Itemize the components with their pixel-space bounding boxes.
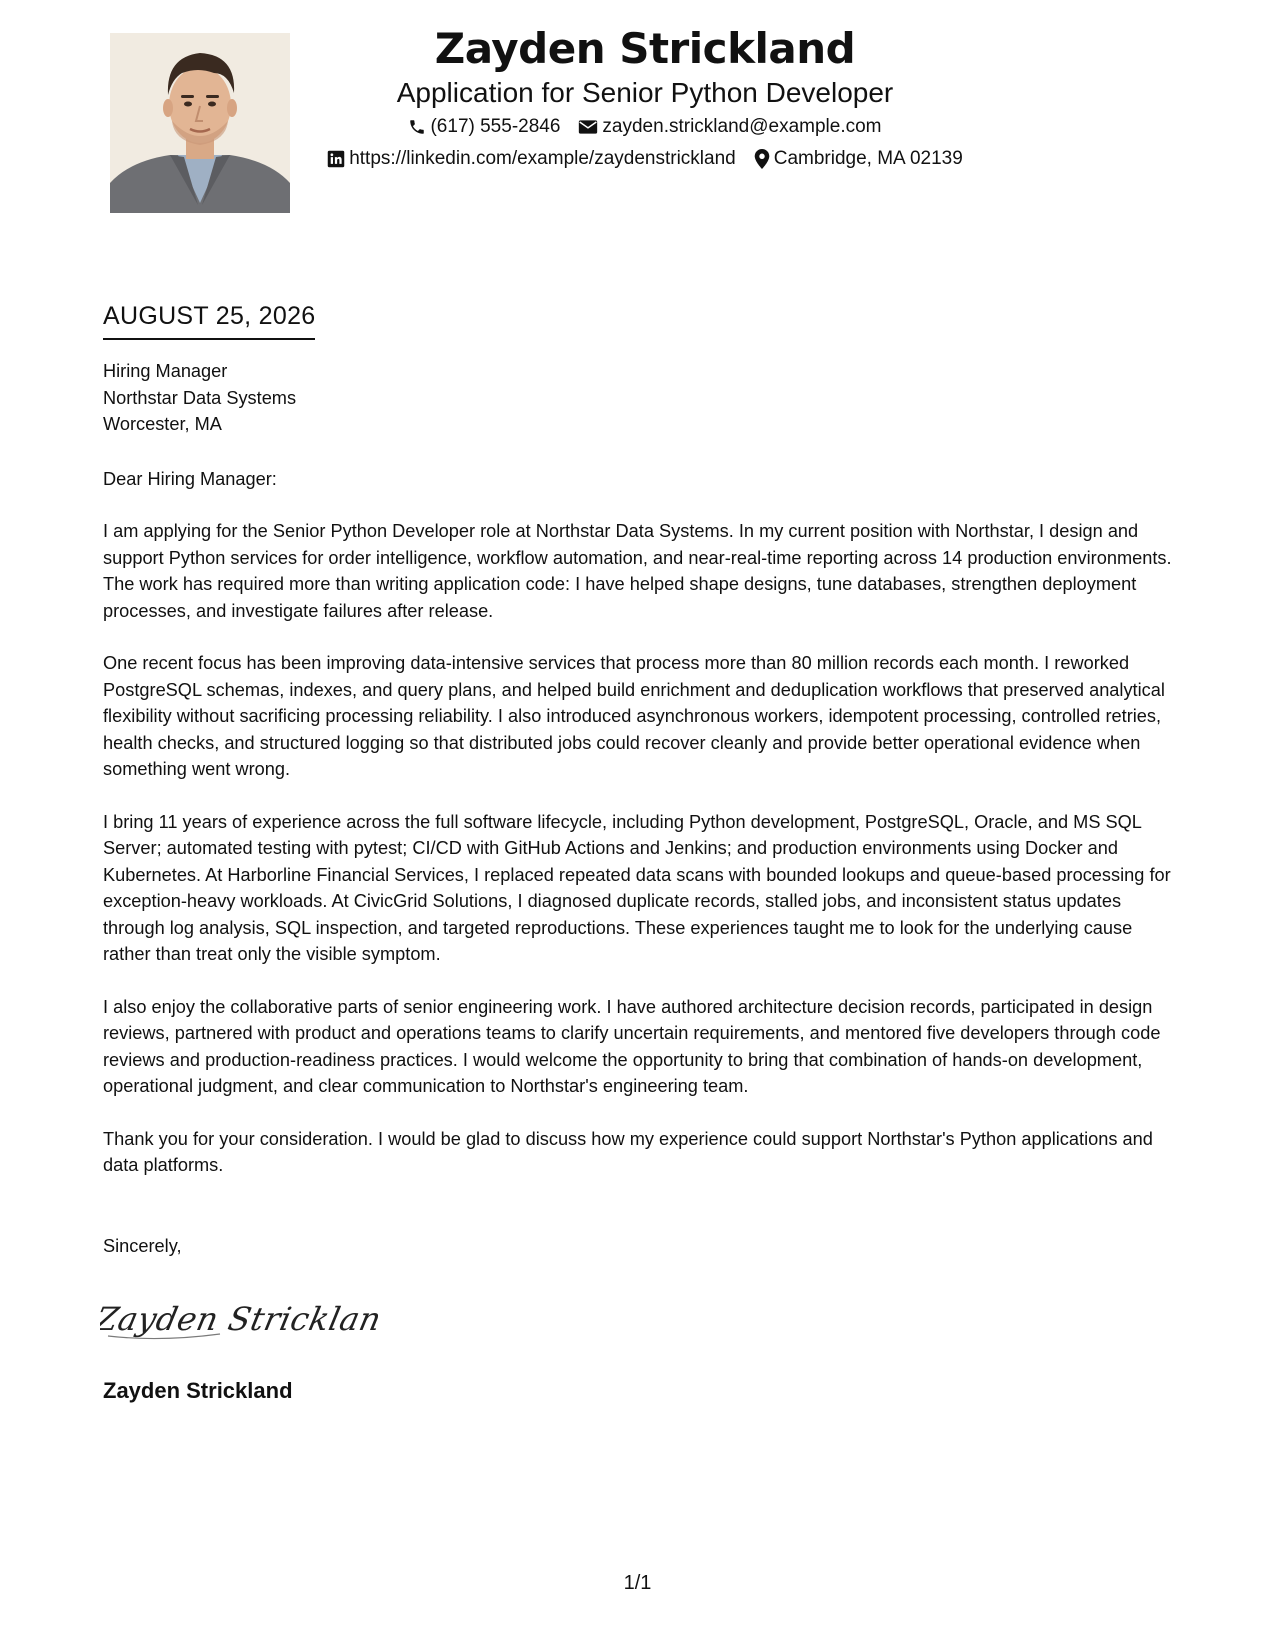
closing: Sincerely, [103,1235,182,1256]
signer-name: Zayden Strickland [103,1378,293,1403]
paragraph: One recent focus has been improving data-intensive services that process more than 80 million records each month. I reworked PostgreSQL schemas, indexes, and query plans, and helped build enrichment and deduplication workflows that preserved analytical flexibility without sacrificing processing reliability. I also introduced asynchronous workers, idempotent processing, controlled retries, health checks, and structured logging so that distributed jobs could recover cleanly and provide better operational evidence when something went wrong. [103,653,1165,779]
phone-contact[interactable] [408,114,560,140]
page-number: 1/1 [623,1572,652,1594]
recipient-block [103,358,1183,438]
linkedin-text: https://linkedin.com/example/zaydenstrickland [349,148,736,169]
recipient-location: Worcester, MA [103,414,222,434]
recipient-company: Northstar Data Systems [103,387,297,408]
email-text: zayden.strickland@example.com [602,116,882,137]
location-contact [754,146,963,172]
header [300,22,990,172]
applicant-name: Zayden Strickland [434,24,856,73]
contact-row-2 [300,146,990,172]
letter-body [103,358,1183,1259]
envelope-icon [578,119,598,135]
signature-image [100,1290,380,1346]
email-contact[interactable] [578,114,881,140]
profile-photo [110,33,290,213]
svg-text:Zayden Stricklan: Zayden Stricklan [100,1300,380,1338]
phone-text: (617) 555-2846 [430,116,561,137]
paragraph: I am applying for the Senior Python Developer role at Northstar Data Systems. In my current position with Northstar, I design and support Python services for order intelligence, workflow automation, and near-real-time reporting across 14 production environments. The work has required more than writing application code: I have helped shape designs, tune databases, strengthen deployment processes, and investigate failures after release. [103,521,1172,621]
location-text: Cambridge, MA 02139 [773,148,963,169]
paragraph: Thank you for your consideration. I would be glad to discuss how my experience could support Northstar's Python applications and data platforms. [103,1128,1153,1175]
map-marker-icon [754,149,770,169]
linkedin-icon [327,150,345,168]
portrait-image [110,33,290,213]
recipient-title: Hiring Manager [103,361,228,381]
application-title: Application for Senior Python Developer [396,77,894,108]
phone-icon [408,118,426,136]
date-block [103,300,315,340]
contact-row-1 [300,114,990,140]
salutation: Dear Hiring Manager: [103,468,277,489]
handwritten-signature [100,1290,380,1346]
letter-date: AUGUST 25, 2026 [103,300,315,340]
paragraph: I also enjoy the collaborative parts of senior engineering work. I have authored architecture decision records, participated in design reviews, partnered with product and operations teams to clarify uncertain requirements, and mentored five developers through code reviews and production-readiness practices. I would welcome the opportunity to bring that combination of hands-on development, operational judgment, and clear communication to Northstar's engineering team. [103,996,1161,1096]
paragraph: I bring 11 years of experience across the full software lifecycle, including Python development, PostgreSQL, Oracle, and MS SQL Server; automated testing with pytest; CI/CD with GitHub Actions and Jenkins; and production environments using Docker and Kubernetes. At Harborline Financial Services, I replaced repeated data scans with bounded lookups and queue-based processing for exception-heavy workloads. At CivicGrid Solutions, I diagnosed duplicate records, stalled jobs, and inconsistent status updates through log analysis, SQL inspection, and targeted reproductions. These experiences taught me to look for the underlying cause rather than treat only the visible symptom. [103,811,1171,964]
linkedin-contact[interactable] [327,146,736,172]
